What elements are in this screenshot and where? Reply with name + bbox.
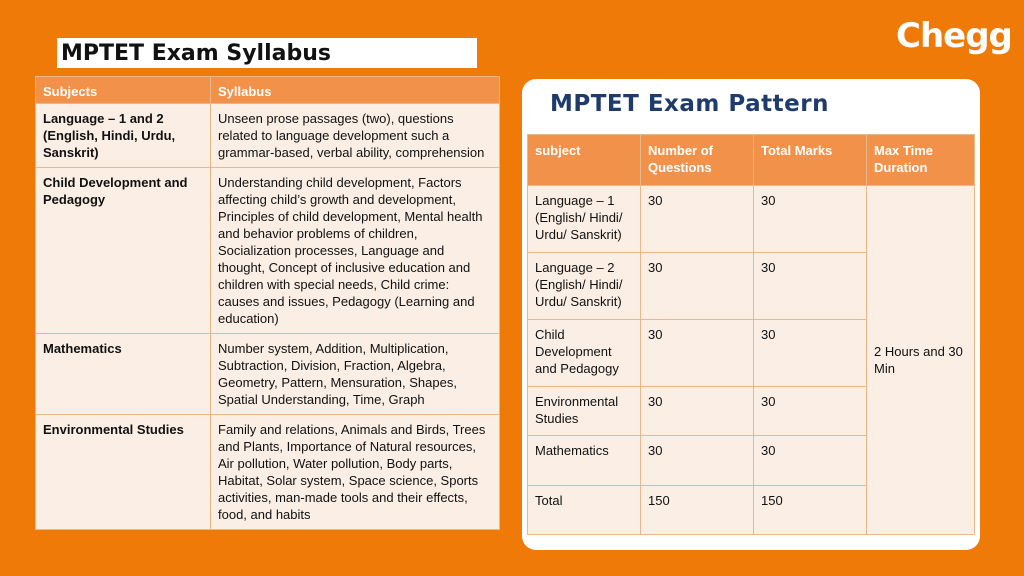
questions-cell: 30 — [641, 320, 754, 387]
syllabus-table — [35, 76, 500, 530]
marks-cell: 30 — [754, 320, 867, 387]
subject-cell: Environmental Studies — [36, 415, 211, 530]
marks-cell: 30 — [754, 436, 867, 486]
syllabus-cell: Understanding child development, Factors affecting child’s growth and development, Principles of child development, Mental health and behavior problems of children, Socialization processes, Language and thought, Concept of inclusive education and children with special needs, Child crime: causes and issues, Pedagogy (Learning and education) — [211, 168, 500, 334]
questions-cell: 30 — [641, 436, 754, 486]
syllabus-cell: Unseen prose passages (two), questions related to language development such a grammar-based, verbal ability, comprehension — [211, 104, 500, 168]
table-row — [36, 415, 500, 530]
table-row — [36, 334, 500, 415]
subject-cell: Child Development and Pedagogy — [36, 168, 211, 334]
questions-cell: 30 — [641, 186, 754, 253]
marks-cell: 30 — [754, 186, 867, 253]
table-row — [528, 186, 975, 253]
column-header-subject: subject — [528, 135, 641, 186]
questions-cell: 30 — [641, 253, 754, 320]
column-header-subjects: Subjects — [36, 77, 211, 104]
exam-pattern-card — [522, 79, 980, 550]
subject-cell: Mathematics — [528, 436, 641, 486]
column-header-questions: Number of Questions — [641, 135, 754, 186]
duration-cell: 2 Hours and 30 Min — [867, 186, 975, 535]
syllabus-cell: Family and relations, Animals and Birds, Trees and Plants, Importance of Natural resources, Air pollution, Water pollution, Body parts, Habitat, Solar system, Space science, Sports activities, man-made tools and their effects, food, and habits — [211, 415, 500, 530]
questions-cell: 150 — [641, 486, 754, 535]
questions-cell: 30 — [641, 387, 754, 436]
column-header-syllabus: Syllabus — [211, 77, 500, 104]
subject-cell: Mathematics — [36, 334, 211, 415]
subject-cell: Total — [528, 486, 641, 535]
table-header-row — [528, 135, 975, 186]
syllabus-cell: Number system, Addition, Multiplication, Subtraction, Division, Fraction, Algebra, Geometry, Pattern, Mensuration, Shapes, Spatial Understanding, Time, Graph — [211, 334, 500, 415]
subject-cell: Language – 1 (English/ Hindi/ Urdu/ Sanskrit) — [528, 186, 641, 253]
marks-cell: 30 — [754, 253, 867, 320]
subject-cell: Environmental Studies — [528, 387, 641, 436]
marks-cell: 30 — [754, 387, 867, 436]
exam-pattern-table — [527, 134, 975, 535]
table-row — [36, 168, 500, 334]
chegg-logo: Chegg — [896, 16, 1012, 56]
table-row — [36, 104, 500, 168]
page-title: MPTET Exam Syllabus — [57, 38, 477, 68]
column-header-marks: Total Marks — [754, 135, 867, 186]
subject-cell: Language – 2 (English/ Hindi/ Urdu/ Sanskrit) — [528, 253, 641, 320]
subject-cell: Child Development and Pedagogy — [528, 320, 641, 387]
marks-cell: 150 — [754, 486, 867, 535]
column-header-duration: Max Time Duration — [867, 135, 975, 186]
exam-pattern-title: MPTET Exam Pattern — [550, 91, 829, 117]
table-header-row — [36, 77, 500, 104]
subject-cell: Language – 1 and 2 (English, Hindi, Urdu, Sanskrit) — [36, 104, 211, 168]
